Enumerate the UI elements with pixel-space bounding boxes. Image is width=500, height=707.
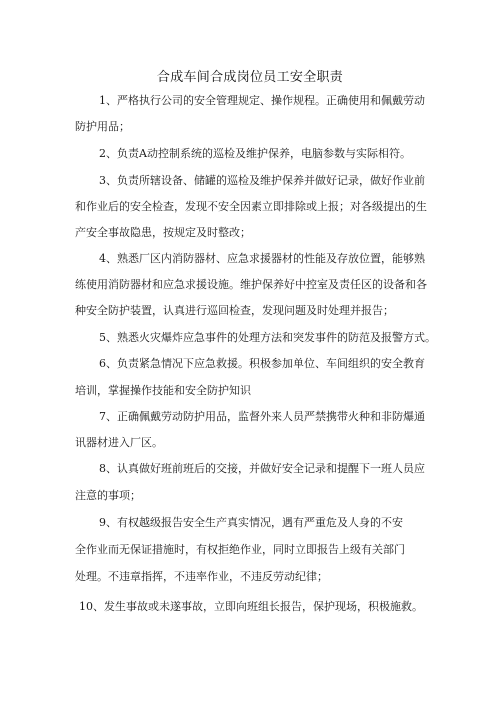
- duty-8-line-1: 8、认真做好班前班后的交接，并做好安全记录和提醒下一班人员应: [99, 462, 425, 475]
- duty-10-line-1: 10、发生事故或未遂事故，立即向班组长报告，保护现场，积极施救。: [79, 600, 423, 613]
- duty-3-line-3: 产安全事故隐患，按规定及时整改；: [75, 226, 251, 239]
- duty-9-line-3: 处理。不违章指挥，不违率作业，不违反劳动纪律；: [75, 570, 328, 583]
- duty-2-line-1: 2、负责A动控制系统的巡检及维护保养，电脑参数与实际相符。: [99, 147, 411, 160]
- duty-1-line-1: 1、严格执行公司的安全管理规定、操作规程。正确使用和佩戴劳动: [99, 94, 425, 107]
- duty-4-line-2: 练使用消防器材和应急求援设施。维护保养好中控室及责任区的设备和各: [75, 278, 427, 291]
- duty-6-line-1: 6、负责紧急情况下应急救援。积极参加单位、车间组织的安全教育: [99, 357, 425, 370]
- duty-4-line-3: 种安全防护装置，认真进行巡回检查，发现问题及时处理并报告；: [75, 304, 394, 317]
- duty-8-line-2: 注意的事项；: [75, 489, 141, 502]
- document-title: 合成车间合成岗位员工安全职责: [156, 70, 344, 85]
- duty-9-line-2: 全作业而无保证措施时，有权拒绝作业，同时立即报告上级有关部门: [75, 543, 405, 556]
- duty-7-line-1: 7、正确佩戴劳动防护用品，监督外来人员严禁携带火种和非防爆通: [99, 410, 425, 423]
- duty-5-line-1: 5、熟悉火灾爆炸应急事件的处理方法和突发事件的防范及报警方式。: [99, 331, 436, 344]
- duty-1-line-2: 防护用品；: [75, 120, 130, 133]
- duty-3-line-2: 和作业后的安全检查，发现不安全因素立即排除或上报；对各级提出的生: [75, 200, 427, 213]
- duty-9-line-1: 9、有权越级报告安全生产真实情况，遇有严重危及人身的不安: [99, 516, 403, 529]
- duty-6-line-2: 培训，掌握操作技能和安全防护知识: [75, 384, 251, 397]
- duty-7-line-2: 讯器材进入厂区。: [75, 436, 163, 449]
- duty-3-line-1: 3、负责所辖设备、储罐的巡检及维护保养并做好记录，做好作业前: [99, 174, 425, 187]
- duty-4-line-1: 4、熟悉厂区内消防器材、应急求援器材的性能及存放位置，能够熟: [99, 252, 425, 265]
